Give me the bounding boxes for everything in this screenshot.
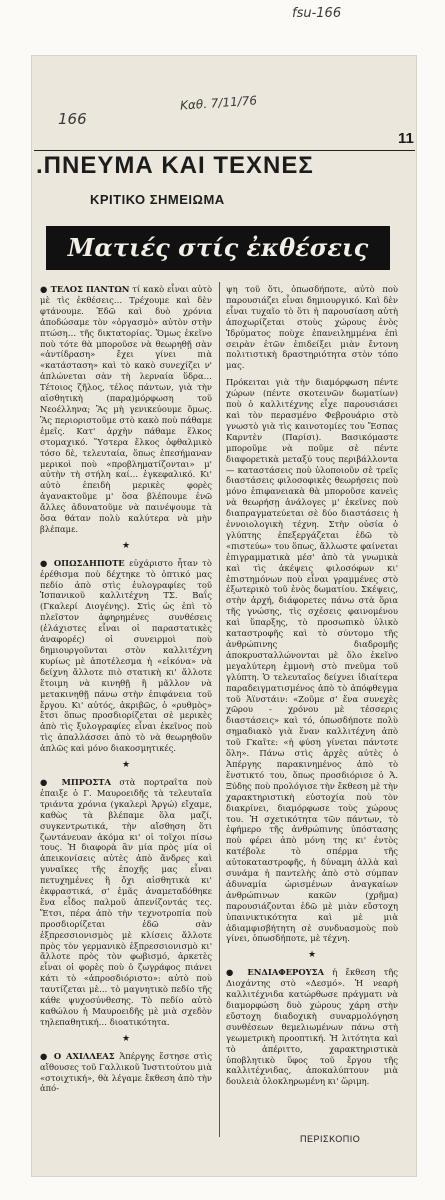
paragraph [226, 377, 398, 944]
subheading: ΚΡΙΤΙΚΟ ΣΗΜΕΙΩΜΑ [90, 192, 225, 207]
handwritten-page-mark: 166 [58, 110, 87, 128]
column-divider [219, 282, 220, 1137]
paragraph-lead: ● ΕΝΔΙΑΦΕΡΟΥΣΑ [226, 967, 325, 978]
paragraph-text: τί κακὸ εἶναι αὐτὸ μὲ τὶς ἐκθέσεις… Τρέχουμε καὶ δὲν φτάνουμε. Ἐδῶ καὶ δυὸ χρόνια ἀποδώσαμε τὸν «ὀργασμὸ» αὐτὸν στὴν πτώση… τῆς δικτατορίας. Ὅμως ἐκεῖνο ποὺ τότε θὰ μποροῦσε νὰ θεωρηθῇ σὰν «ἀντίδραση» ἔχει γίνει πιὰ «κατάσταση» καὶ τὸ κακὸ συνεχίζει ν' ἁπλώνεται σὰν τὴ λερναία ὕδρα… Τέτοιος ζῆλος, τέλος πάντων, γιὰ τὴν αἰσθητικὴ (παρα)μόρφωση τοῦ Νεοέλληνα; Ἂς μὴ γενικεύουμε ὅμως. Ἂς περιοριστοῦμε στὸ κακὸ ποὺ πάθαμε ἐμεῖς. Κατ' ἀρχὴν πάθαμε ἕλκος στομαχικό. Ὕστερα ἕλκος ὀφθαλμικὸ τόσο δὲ, τελευταία, ὅπως ἐπεσήμαναν μερικοὶ ποὺ «προβληματίζονται» μ' αὐτὴν τὴ στήλη καί… ἐγκεφαλικό. Κι' αὐτὸ ἐπειδὴ μερικὲς φορὲς ἀγανακτοῦμε μ' ὅσα βλέπουμε ἐνῶ ἄλλες ἀδυνατοῦμε νὰ παινέψουμε τὰ ὅσα θάταν πολὺ καλύτερα νὰ μὴν βλέπαμε. [40, 284, 212, 534]
paragraph-text: Πρόκειται γιὰ τὴν διαμόρφωση πέντε χώρων (πέντε σκοτεινῶν δωματίων) ποὺ ὁ καλλιτέχνης εἶχε παρουσιάσει καὶ τὸν περασμένο Φεβρουάριο στὸ γνωστὸ γιὰ τὶς καινοτομίες του Ἔσπας Καρντὲν (Παρίσι). Βασικόμαστε μποροῦμε νὰ ποῦμε σὲ πέντε διαφορετικὰ μεταξύ τους περιβάλλοντα — καταστάσεις ποὺ ὑλοποιοῦν σὲ τρεῖς διαστάσεις φιλοσοφικὲς θεωρήσεις ποὺ μόνο ἐπιφανειακὰ θὰ μποροῦσε κανεὶς νὰ θεωρήσῃ ἀνάλογες μ' ἐκεῖνες ποὺ διαπραγματεύεται σὲ δύο διαστάσεις ἡ ἐννοιολογικὴ τέχνη. Στὴν οὐσία ὁ γλύπτης ἐπεξεργάζεται ἐδῶ τὸ «πιστεύω» του ὅπως, ἄλλωστε φαίνεται ἐπιγραμματικὰ μέσ' ἀπὸ τὰ γνωμικὰ καὶ τὶς ἀκέψεις φιλοσόφων κι' ἐπιστημόνων ποὺ εἶναι γραμμένες στὸ ἐξωτερικὸ τοῦ ἑνὸς δωματίου. Σκέψεις, στὴν ἀρχή, διάφορετες πάνω στὰ ὅρια τῆς γνώσης, τὶς σχέσεις φαινομένου καὶ ὕπαρξης, τὸ προσωπικὸ ὑλικὸ καταστροφῆς καὶ τὸ σύντομο τῆς ἀνθρώπινης διαδρομῆς ἀποκρυσταλλώνονται μὲ ὅλο ἐκεῖνο μεγαλύτερη ἐμμονὴ στὸ πνεῦμα τοῦ γλύπτη. Ὁ τελευταῖος δείχνει ἰδιαίτερα παραδειγματισμένος ἀπὸ τὸ ἀπόφθεγμα τοῦ Ἀϊνστάιν: «Ζοῦμε σ' ἕνα συνεχὲς χῶρου - χρόνου μὲ τέσσερις διαστάσεις» καὶ τό, ὁπωσδήποτε πολὺ σημαδιακὸ γιὰ ἕναν καλλιτέχνη ἀπὸ τοῦ Γκαῖτε: «ἡ φύση γίνεται πάντοτε ὅλη». Πάνω στὶς ἀρχὲς αὐτὲς ὁ Ἀπέργης παρακινημένος ἀπὸ τὸ ἔνστικτό του, ὅπως προσδιόρισε ὁ Ἀ. Ξύδης ποὺ προλόγισε τὴν ἔκθεση μὲ τὴν χαρακτηριστικὴ εὐστοχία ποὺ τὸν διακρίνει, διαμόρφωσε τοὺς χώρους του. Ἡ σχετικότητα τῶν πάντων, τὸ ἐφήμερο τῆς ἀνθρώπινης ὑπόστασης ποὺ φέρει ἀπὸ μόνη της κι' ἐντὸς κατέβολε τὸ σπέρμα τῆς αὐτοκαταστροφῆς, ἡ δύναμη ἀλλὰ καὶ συνάμα ἡ παντελὴς ἀπὸ στὸ σύμπαν ἀδυναμία ὡρισμένων ἀναγκαίων ἀνθρώπινων κακῶν (χρῆμα) παρουσιάζονται ἐδῶ μὲ μιὰν εὔστοχη ὑπαινικτικότητα καὶ μὲ μιὰ ἀδιαμφισβήτητη σὲ συνδυασμοὺς ποὺ γίνει, ὁπωσδήποτε, μὲ τέχνη. [226, 377, 398, 944]
paragraph-text: εὐχάριστο ἦταν τὸ ἐρέθισμα ποὺ δέχτηκε τὸ ὀπτικό μας πεδίο ἀπὸ στὶς ἐυλογραφίες τοῦ Ἱσπανικοῦ καλλιτέχνη ΤΣ. Βαΐς (Γκαλερί Διογένης). Στὶς ὡς ἐπὶ τὸ πλεῖστον ἀφηρημένες συνθέσεις (ἐλάχιστες εἶναι οἱ παραστατικὲς ἀναφορές) οἱ συνειρμοὶ ποὺ δημιουργοῦνται στὸν καλλιτέχνη κυρίως μὲ ἀποτέλεσμα ἡ «εἰκόνα» νὰ δείχνη ἄλλοτε πιὸ στατικὴ κι' ἄλλοτε ἕτοιμη νὰ κινηθῇ ἢ μᾶλλον νὰ μετακινηθῇ πάνω στὴν ἐπιφάνεια τοῦ ἔργου. Κι' αὐτός, ἀκριβῶς, ὁ «ρυθμὸς» ἔτσι ὅπως προσδιορίζεται σὲ μερικὲς ἀπὸ τὶς ξυλογραφίες εἶναι ἐκεῖνος ποὺ τὶς ἀπαλλάσσει ἀπὸ τὸ νὰ θεωρηθοῦν ἁπλῶς καὶ μόνο διακοσμητικές. [40, 557, 212, 754]
paragraph-lead: ● ΤΕΛΟΣ ΠΑΝΤΩΝ [40, 284, 130, 294]
right-column [226, 284, 398, 1093]
star-separator: ★ [121, 540, 131, 551]
top-rule [34, 150, 415, 151]
paragraph-lead: ● Ο ΑΧΙΛΛΕΑΣ [40, 1050, 115, 1061]
paragraph-text: ψη τοῦ ὅτι, ὁπωσδήποτε, αὐτὸ ποὺ παρουσιάζει εἶναι δημιουργικό. Καὶ δὲν εἶναι τυχαῖο τὸ ὅτι ἡ παρουσίαση αὐτὴ ἀποχωρίζεται στοὺς χώρους ἑνὸς Ἱδρύματος ποὺχε ἐπανειλημμένα ἐπὶ σειρὰν ἐτῶν ἐπιδείξει μιὰν ἔντονη πολιτιστικὴ δραστηριότητα στὸν τόπο μας. [226, 284, 398, 371]
left-column [40, 284, 212, 1100]
star-separator: ★ [307, 950, 317, 961]
paragraph-text: Ἀπέργης ἔστησε στὶς αἴθουσες τοῦ Γαλλικοῦ Ἰνστιτούτου μιὰ «στοιχτική», θὰ λέγαμε ἔκθεση ἀπὸ τὴν ἀπό- [40, 1050, 213, 1094]
paragraph [40, 558, 212, 754]
star-separator: ★ [121, 760, 131, 771]
paragraph [40, 1051, 212, 1095]
handwritten-date: Καθ. 7/11/76 [179, 93, 258, 113]
article-title-banner: Ματιές στίς ἐκθέσεις [46, 226, 390, 270]
paragraph [226, 284, 398, 371]
paragraph-lead: ● ΟΠΩΣΔΗΠΟΤΕ [40, 557, 125, 568]
section-headline: .ΠΝΕΥΜΑ ΚΑΙ ΤΕΧΝΕΣ [36, 152, 314, 179]
handwritten-reference: fsu-166 [292, 6, 342, 21]
paragraph-lead: ● ΜΠΡΟΣΤΑ [40, 776, 112, 787]
page-number: 11 [398, 130, 414, 147]
author-signature: ΠΕΡΙΣΚΟΠΙΟ [300, 1134, 361, 1144]
paragraph-text: ἡ ἔκθεση τῆς Διοχάντης στὸ «Δεσμό». Ἡ νεαρὴ καλλιτέχνιδα κατώρθωσε πράγματι νὰ διαμορφώση δυὸ χώρους χάρη στὴν εὔστοχη διαδοχικὴ συναρμολόγηση συνθέσεων θεμελιωμένων πάνω στὴ γεωμετρικὴ προοπτική. Ἡ λιτότητα καὶ τὸ ἀπέριττο, χαρακτηριστικὰ ὑποβλητικὸ ὕφος τοῦ ἔργου τῆς καλλιτέχνιδας, ἀποκαλύπτουν μιὰ δουλειὰ ὁλοκληρωμένη κι' ὥριμη. [226, 967, 398, 1087]
paragraph [226, 967, 398, 1087]
star-separator: ★ [121, 1033, 131, 1044]
paragraph [40, 777, 212, 1028]
paragraph [40, 284, 212, 535]
paragraph-text: στὰ πορτραῖτα ποὺ ἐπαιξε ὁ Γ. Μαυροειδῆς τὰ τελευταῖα τριάντα χρόνια (γκαλερὶ Ἀργώ) εἴχαμε, καθὼς τὰ βλέπαμε ὅλα μαζί, συγκεντρωτικά, τὴν αἴσθηση ὅτι ζωντάνευαν ἀκόμα κι' οἱ τοῖχοι πίσω τους. Ἡ διαφορὰ ἂν μία πρὸς μία οἱ ἀπεικονίσεις αὐτὲς ἀπὸ ἄνδρες καὶ γυναῖκες τῆς ἐποχῆς μας εἶναι πετυχημένες ἢ ὄχι αἰσθητικὰ κι' ἐκφραστικά, σ' ἐμᾶς ἀναμεταδόθηκε ἕνα εἶδος παλμοῦ ἀπενίζοντάς τες. Ἔτσι, πέρα ἀπὸ τὴν τεχνοτροπία ποὺ προσδιορίζεται ἐδῶ σὰν ἐξπρεσσιονισμὸς μὲ κλίσεις ἄλλοτε πρὸς τὸν γερμανικὸ ἐξπρεσσιονισμὸ κι' ἄλλοτε πρὸς τὸν φωβισμό, ἀρκετὲς εἶναι οἱ φορὲς ποὺ ὁ ζωγράφος πιάνει κάτι τὸ «ἀπροσδιόριστο»: αὐτὸ ποὺ ταυτίζεται μὲ… τὸ μαγνητικὸ πεδίο τῆς κάθε ψυχοσύνθεσης. Τὸ πεδίο αὐτὸ καθώλου ἡ Μαυροειδῆς μὲ μιὰ σχεδὸν τηλεπαθητική… διοατικότητα. [40, 776, 212, 1027]
